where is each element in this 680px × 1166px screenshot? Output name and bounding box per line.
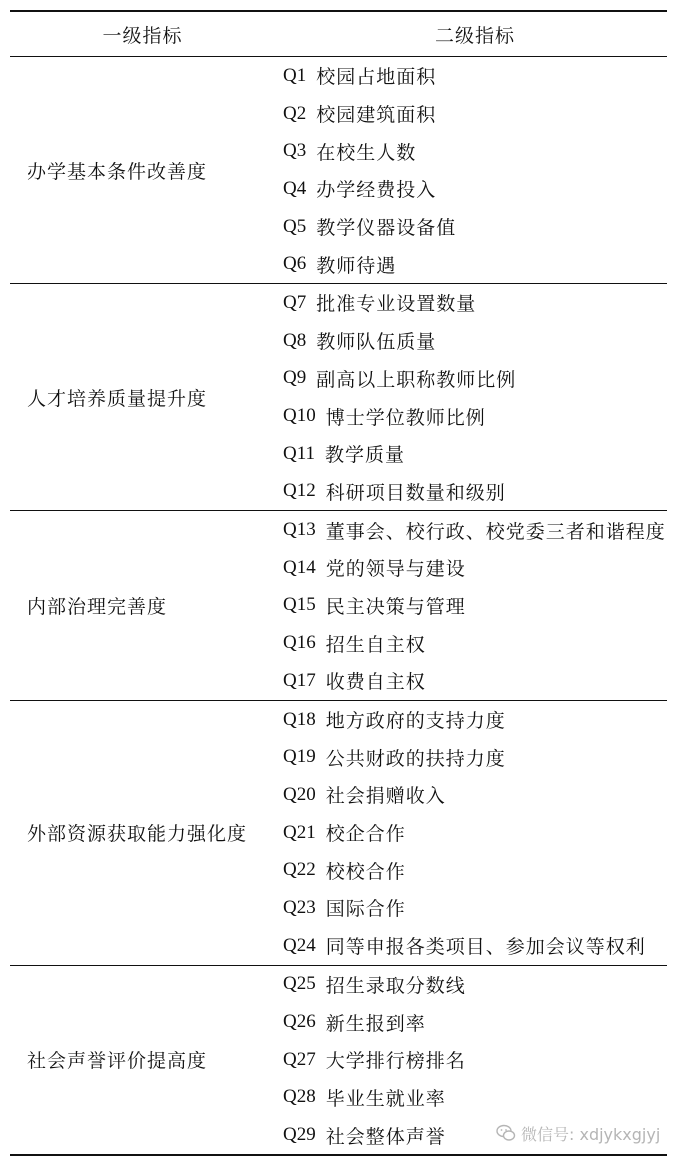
level2-indicator bbox=[283, 889, 667, 927]
indicator-code: Q4 bbox=[283, 177, 307, 199]
table-header bbox=[10, 12, 667, 56]
indicator-code: Q7 bbox=[283, 291, 307, 313]
level1-indicator: 内部治理完善度 bbox=[27, 595, 168, 618]
indicator-code: Q6 bbox=[283, 253, 307, 275]
indicator-code: Q16 bbox=[283, 632, 316, 654]
level2-indicator bbox=[283, 851, 667, 889]
indicator-text: 收费自主权 bbox=[325, 671, 426, 694]
level2-list bbox=[275, 57, 667, 283]
indicator-text: 招生自主权 bbox=[325, 633, 426, 656]
level1-indicator: 办学基本条件改善度 bbox=[27, 160, 208, 183]
indicator-text: 民主决策与管理 bbox=[325, 595, 466, 618]
header-level1: 一级指标 bbox=[102, 24, 183, 47]
indicator-code: Q23 bbox=[283, 896, 316, 918]
indicator-code: Q13 bbox=[283, 519, 316, 541]
level2-indicator bbox=[283, 966, 667, 1004]
indicator-text: 同等申报各类项目、参加会议等权利 bbox=[325, 936, 646, 959]
indicator-code: Q10 bbox=[283, 405, 316, 427]
indicator-code: Q8 bbox=[283, 329, 307, 351]
indicator-code: Q22 bbox=[283, 859, 316, 881]
level2-indicator bbox=[283, 701, 667, 739]
indicator-text: 招生录取分数线 bbox=[325, 974, 466, 997]
level2-indicator bbox=[283, 549, 667, 587]
header-level2: 二级指标 bbox=[435, 24, 516, 47]
indicator-text: 大学排行榜排名 bbox=[325, 1050, 466, 1073]
level2-indicator bbox=[283, 170, 667, 208]
indicator-code: Q18 bbox=[283, 708, 316, 730]
indicator-text: 在校生人数 bbox=[316, 141, 417, 164]
indicator-code: Q12 bbox=[283, 480, 316, 502]
indicator-code: Q2 bbox=[283, 102, 307, 124]
level2-list bbox=[275, 284, 667, 510]
level2-indicator bbox=[283, 132, 667, 170]
level1-indicator: 人才培养质量提升度 bbox=[27, 387, 208, 410]
indicator-code: Q24 bbox=[283, 934, 316, 956]
watermark bbox=[496, 1122, 660, 1144]
indicator-group bbox=[10, 284, 667, 510]
indicator-text: 教学质量 bbox=[325, 444, 406, 467]
indicator-text: 科研项目数量和级别 bbox=[325, 481, 506, 504]
indicator-code: Q17 bbox=[283, 669, 316, 691]
level1-indicator: 外部资源获取能力强化度 bbox=[27, 823, 248, 846]
indicator-code: Q15 bbox=[283, 594, 316, 616]
indicator-text: 国际合作 bbox=[325, 898, 406, 921]
indicator-code: Q19 bbox=[283, 746, 316, 768]
level2-indicator bbox=[283, 57, 667, 95]
level2-indicator bbox=[283, 511, 667, 549]
level2-indicator bbox=[283, 284, 667, 322]
indicator-code: Q3 bbox=[283, 140, 307, 162]
indicator-code: Q20 bbox=[283, 783, 316, 805]
indicator-text: 社会整体声誉 bbox=[325, 1125, 446, 1148]
level2-indicator bbox=[283, 776, 667, 814]
level2-indicator bbox=[283, 245, 667, 283]
indicator-code: Q1 bbox=[283, 64, 307, 86]
indicator-code: Q27 bbox=[283, 1048, 316, 1070]
table-body bbox=[10, 57, 667, 1156]
indicator-code: Q11 bbox=[283, 442, 316, 464]
bottom-rule bbox=[10, 1154, 667, 1156]
indicator-code: Q29 bbox=[283, 1124, 316, 1146]
level2-list bbox=[275, 701, 667, 965]
indicator-text: 新生报到率 bbox=[325, 1012, 426, 1035]
indicator-text: 博士学位教师比例 bbox=[325, 406, 486, 429]
indicator-text: 教师待遇 bbox=[316, 254, 397, 277]
indicator-text: 教师队伍质量 bbox=[316, 331, 437, 354]
indicator-text: 批准专业设置数量 bbox=[316, 293, 477, 316]
level2-indicator bbox=[283, 322, 667, 360]
indicator-text: 副高以上职称教师比例 bbox=[316, 368, 517, 391]
level2-indicator bbox=[283, 738, 667, 776]
indicator-text: 董事会、校行政、校党委三者和谐程度 bbox=[325, 520, 666, 543]
indicator-text: 地方政府的支持力度 bbox=[325, 710, 506, 733]
indicator-text: 校企合作 bbox=[325, 823, 406, 846]
indicator-text: 办学经费投入 bbox=[316, 179, 437, 202]
indicator-code: Q28 bbox=[283, 1086, 316, 1108]
level2-list bbox=[275, 511, 667, 699]
level2-indicator bbox=[283, 662, 667, 700]
indicator-text: 公共财政的扶持力度 bbox=[325, 747, 506, 770]
level2-indicator bbox=[283, 360, 667, 398]
level2-indicator bbox=[283, 208, 667, 246]
level2-indicator bbox=[283, 814, 667, 852]
level2-indicator bbox=[283, 1041, 667, 1079]
level2-indicator bbox=[283, 473, 667, 511]
level2-indicator bbox=[283, 927, 667, 965]
indicator-code: Q26 bbox=[283, 1011, 316, 1033]
wechat-icon bbox=[496, 1124, 516, 1142]
level1-indicator: 社会声誉评价提高度 bbox=[27, 1050, 208, 1073]
indicator-code: Q9 bbox=[283, 367, 307, 389]
indicator-code: Q14 bbox=[283, 556, 316, 578]
indicator-group bbox=[10, 57, 667, 283]
indicator-code: Q5 bbox=[283, 215, 307, 237]
indicator-group bbox=[10, 701, 667, 965]
level2-indicator bbox=[283, 587, 667, 625]
indicator-text: 校园占地面积 bbox=[316, 66, 437, 89]
indicator-group bbox=[10, 511, 667, 699]
level2-indicator bbox=[283, 95, 667, 133]
indicator-text: 毕业生就业率 bbox=[325, 1087, 446, 1110]
watermark-text: 微信号: xdjykxgjyj bbox=[521, 1124, 661, 1144]
level2-indicator bbox=[283, 624, 667, 662]
indicator-text: 校校合作 bbox=[325, 860, 406, 883]
indicator-text: 教学仪器设备值 bbox=[316, 217, 457, 240]
level2-indicator bbox=[283, 435, 667, 473]
level2-indicator bbox=[283, 397, 667, 435]
indicator-text: 校园建筑面积 bbox=[316, 104, 437, 127]
indicator-text: 党的领导与建设 bbox=[325, 558, 466, 581]
indicator-code: Q21 bbox=[283, 821, 316, 843]
level2-indicator bbox=[283, 1003, 667, 1041]
indicator-text: 社会捐赠收入 bbox=[325, 785, 446, 808]
indicator-code: Q25 bbox=[283, 973, 316, 995]
level2-indicator bbox=[283, 1079, 667, 1117]
indicator-table bbox=[10, 10, 667, 1156]
